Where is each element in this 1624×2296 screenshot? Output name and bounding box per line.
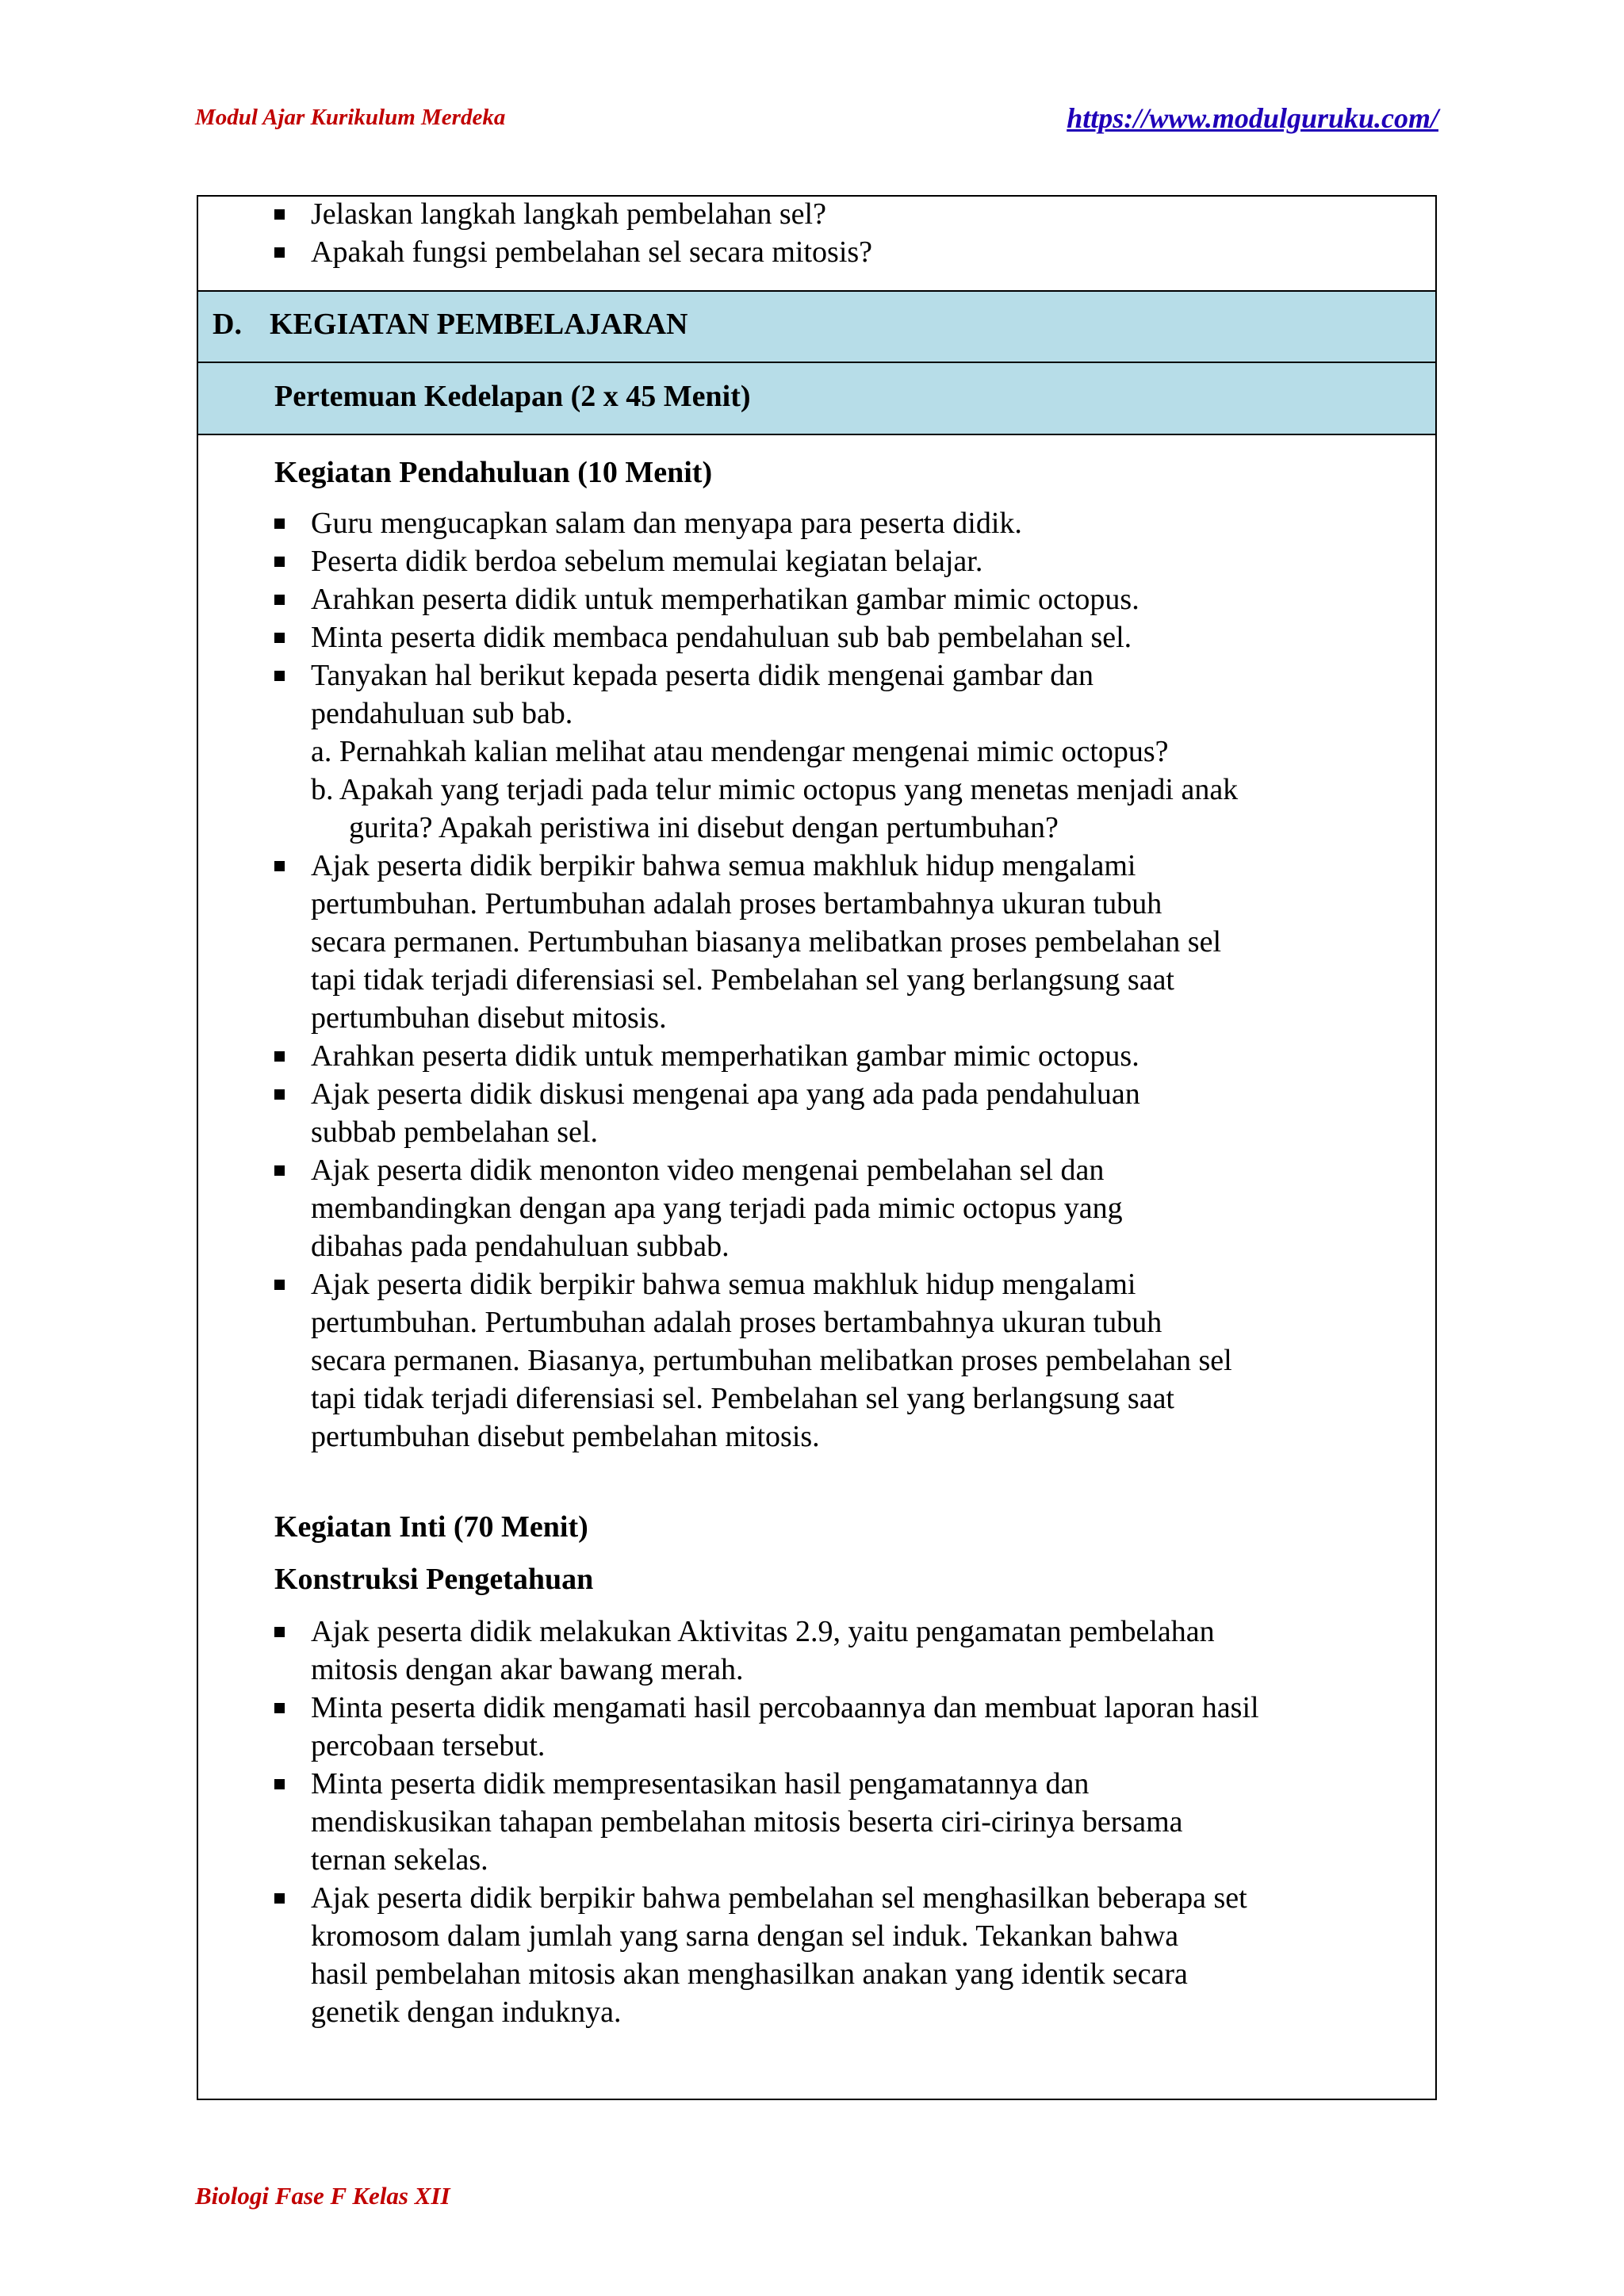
pendahuluan-line: Ajak peserta didik berpikir bahwa semua makhluk hidup mengalami — [311, 849, 1136, 882]
bullet-icon — [274, 671, 285, 681]
pendahuluan-line: Ajak peserta didik diskusi mengenai apa yang ada pada pendahuluan — [311, 1077, 1140, 1111]
pendahuluan-line: Arahkan peserta didik untuk memperhatikan gambar mimic octopus. — [311, 1039, 1139, 1073]
pendahuluan-line: Arahkan peserta didik untuk memperhatikan gambar mimic octopus. — [311, 583, 1139, 616]
inti-line: Ajak peserta didik berpikir bahwa pembelahan sel menghasilkan beberapa set — [311, 1881, 1247, 1915]
pendahuluan-line: Ajak peserta didik menonton video mengenai pembelahan sel dan — [311, 1154, 1105, 1187]
pendahuluan-line: Ajak peserta didik berpikir bahwa semua makhluk hidup mengalami — [311, 1268, 1136, 1301]
pendahuluan-line: tapi tidak terjadi diferensiasi sel. Pembelahan sel yang berlangsung saat — [311, 963, 1174, 997]
pendahuluan-line: a. Pernahkah kalian melihat atau mendengar mengenai mimic octopus? — [311, 735, 1169, 768]
inti-line: Minta peserta didik mengamati hasil percobaannya dan membuat laporan hasil — [311, 1691, 1259, 1724]
pendahuluan-line: Guru mengucapkan salam dan menyapa para peserta didik. — [311, 507, 1022, 540]
inti-line: kromosom dalam jumlah yang sarna dengan sel induk. Tekankan bahwa — [311, 1919, 1179, 1953]
divider — [197, 362, 1437, 363]
section-letter: D. — [213, 308, 242, 341]
inti-line: mendiskusikan tahapan pembelahan mitosis beserta ciri-cirinya bersama — [311, 1805, 1183, 1839]
meeting-title: Pertemuan Kedelapan (2 x 45 Menit) — [274, 380, 751, 413]
inti-line: ternan sekelas. — [311, 1843, 488, 1877]
bullet-icon — [274, 1627, 285, 1637]
bullet-icon — [274, 595, 285, 605]
bullet-icon — [274, 1779, 285, 1789]
pendahuluan-line: tapi tidak terjadi diferensiasi sel. Pembelahan sel yang berlangsung saat — [311, 1382, 1174, 1415]
header-website-link[interactable]: https://www.modulguruku.com/ — [1067, 102, 1438, 134]
bullet-icon — [274, 1703, 285, 1713]
bullet-icon — [274, 861, 285, 871]
bullet-icon — [274, 633, 285, 643]
bullet-icon — [274, 247, 285, 258]
pendahuluan-line: pertumbuhan. Pertumbuhan adalah proses bertambahnya ukuran tubuh — [311, 1306, 1162, 1339]
divider — [197, 434, 1437, 435]
inti-line: Minta peserta didik mempresentasikan hasil pengamatannya dan — [311, 1767, 1090, 1800]
bullet-icon — [274, 557, 285, 567]
pendahuluan-line: dibahas pada pendahuluan subbab. — [311, 1230, 730, 1263]
pendahuluan-heading: Kegiatan Pendahuluan (10 Menit) — [274, 456, 713, 489]
pendahuluan-line: pertumbuhan disebut mitosis. — [311, 1001, 667, 1035]
inti-line: hasil pembelahan mitosis akan menghasilkan anakan yang identik secara — [311, 1957, 1188, 1991]
inti-line: genetik dengan induknya. — [311, 1996, 622, 2029]
inti-line: mitosis dengan akar bawang merah. — [311, 1653, 744, 1686]
pendahuluan-line: gurita? Apakah peristiwa ini disebut dengan pertumbuhan? — [349, 811, 1059, 844]
bullet-icon — [274, 1051, 285, 1062]
pendahuluan-line: pertumbuhan disebut pembelahan mitosis. — [311, 1420, 820, 1453]
pendahuluan-line: pertumbuhan. Pertumbuhan adalah proses bertambahnya ukuran tubuh — [311, 887, 1162, 920]
pendahuluan-line: Peserta didik berdoa sebelum memulai kegiatan belajar. — [311, 545, 983, 578]
pendahuluan-line: Minta peserta didik membaca pendahuluan sub bab pembelahan sel. — [311, 621, 1132, 654]
pendahuluan-line: b. Apakah yang terjadi pada telur mimic octopus yang menetas menjadi anak — [311, 773, 1239, 806]
question-item: Jelaskan langkah langkah pembelahan sel? — [311, 197, 826, 231]
pendahuluan-line: pendahuluan sub bab. — [311, 697, 573, 730]
section-title: KEGIATAN PEMBELAJARAN — [270, 308, 688, 341]
bullet-icon — [274, 1280, 285, 1290]
divider — [197, 290, 1437, 292]
inti-line: percobaan tersebut. — [311, 1729, 546, 1762]
footer-subject: Biologi Fase F Kelas XII — [195, 2182, 450, 2210]
bullet-icon — [274, 519, 285, 529]
inti-line: Ajak peserta didik melakukan Aktivitas 2.9, yaitu pengamatan pembelahan — [311, 1615, 1215, 1648]
bullet-icon — [274, 1893, 285, 1904]
pendahuluan-line: Tanyakan hal berikut kepada peserta didik mengenai gambar dan — [311, 659, 1094, 692]
header-module-title: Modul Ajar Kurikulum Merdeka — [195, 105, 506, 130]
bullet-icon — [274, 209, 285, 220]
pendahuluan-line: subbab pembelahan sel. — [311, 1115, 598, 1149]
pendahuluan-line: membandingkan dengan apa yang terjadi pada mimic octopus yang — [311, 1192, 1123, 1225]
pendahuluan-line: secara permanen. Pertumbuhan biasanya melibatkan proses pembelahan sel — [311, 925, 1222, 959]
bullet-icon — [274, 1089, 285, 1100]
inti-subheading: Konstruksi Pengetahuan — [274, 1563, 594, 1596]
bullet-icon — [274, 1165, 285, 1176]
inti-heading: Kegiatan Inti (70 Menit) — [274, 1510, 588, 1544]
question-item: Apakah fungsi pembelahan sel secara mitosis? — [311, 235, 873, 269]
pendahuluan-line: secara permanen. Biasanya, pertumbuhan melibatkan proses pembelahan sel — [311, 1344, 1232, 1377]
